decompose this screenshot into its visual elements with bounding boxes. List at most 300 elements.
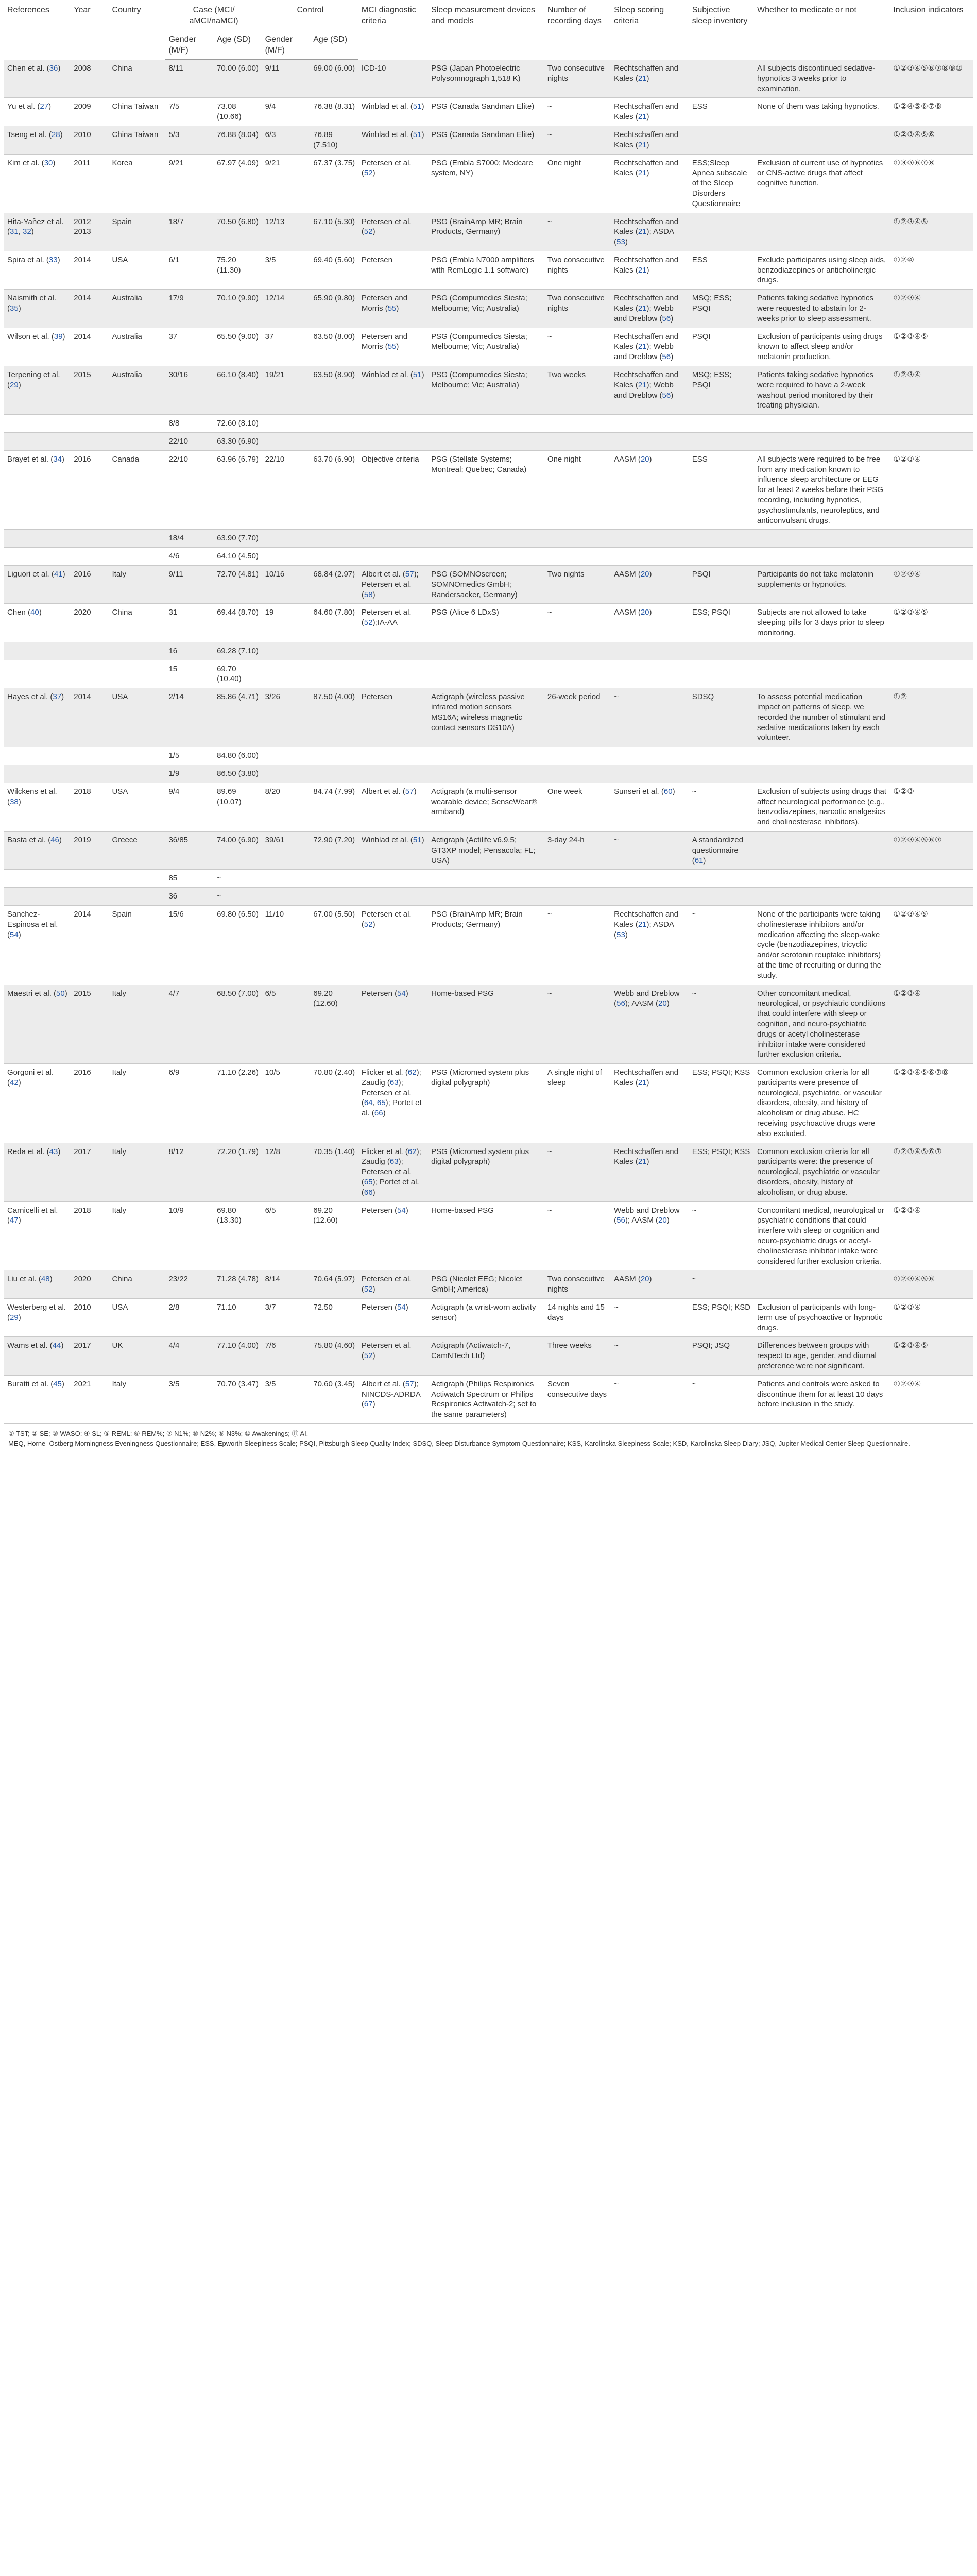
cell-medication — [754, 660, 890, 688]
cell-case-gender: 6/1 — [165, 251, 214, 289]
citation-link[interactable]: 20 — [640, 608, 649, 617]
cell-control-gender: 3/5 — [262, 251, 311, 289]
table-row — [4, 290, 973, 328]
citation-link[interactable]: 37 — [53, 692, 62, 702]
citation-link[interactable]: 45 — [53, 1379, 62, 1388]
citation-link[interactable]: 20 — [658, 999, 667, 1008]
cell-year: 2014 — [71, 290, 109, 328]
cell-year — [71, 548, 109, 566]
cell-reference — [4, 642, 71, 660]
citation-link[interactable]: 38 — [10, 797, 19, 806]
footnote-abbreviations: MEQ, Horne–Östberg Morningness Eveningness Questionnaire; ESS, Epworth Sleepiness Scale; PSQI, Pittsburgh Sleep Quality Index; SDSQ, Sleep Disturbance Symptom Questionnaire; KSS, Karolinska Sleepiness Scale; KSD, Karolinska Sleep Diary; JSQ, Jupiter Medical Center Sleep Questionnaire. — [8, 1439, 910, 1447]
cell-control-age: 69.20 (12.60) — [310, 985, 358, 1064]
cell-case-age: 69.80 (13.30) — [214, 1201, 262, 1270]
cell-case-gender: 85 — [165, 870, 214, 888]
cell-case-gender: 37 — [165, 328, 214, 366]
citation-link[interactable]: 21 — [638, 1157, 647, 1166]
cell-medication: Other concomitant medical, neurological, or psychiatric conditions that could interfere with sleep or cognition, and neuro-psychiatric drugs or acetyl cholinesterase inhibitor intake were considered further exclusion criteria. — [754, 985, 890, 1064]
citation-link[interactable]: 51 — [413, 835, 422, 844]
citation-link[interactable]: 36 — [49, 63, 58, 73]
cell-control-gender: 9/11 — [262, 60, 311, 98]
cell-year: 2014 — [71, 251, 109, 289]
cell-case-age: 71.28 (4.78) — [214, 1270, 262, 1299]
citation-link[interactable]: 54 — [397, 1206, 406, 1215]
cell-device: PSG (Canada Sandman Elite) — [428, 98, 544, 126]
citation-link[interactable]: 53 — [616, 930, 625, 939]
cell-scoring: Rechtschaffen and Kales (21); Webb and Dreblow (56) — [611, 366, 689, 415]
cell-medication: Common exclusion criteria for all participants were: the presence of neurological, psychiatric or vascular disorders, obesity, history of alcoholism, or drug abuse. — [754, 1143, 890, 1201]
table-row — [4, 783, 973, 831]
cell-device — [428, 660, 544, 688]
citation-link[interactable]: 52 — [364, 227, 373, 236]
cell-country: Italy — [109, 985, 166, 1064]
cell-medication — [754, 888, 890, 906]
cell-inventory: ESS;Sleep Apnea subscale of the Sleep Disorders Questionnaire — [689, 154, 754, 213]
cell-year: 2008 — [71, 60, 109, 98]
cell-control-gender: 6/5 — [262, 1201, 311, 1270]
citation-link[interactable]: 56 — [662, 314, 671, 323]
citation-link[interactable]: 48 — [41, 1275, 50, 1284]
cell-control-gender: 8/20 — [262, 783, 311, 831]
citation-link[interactable]: 20 — [640, 454, 649, 464]
cell-country: USA — [109, 251, 166, 289]
cell-reference: Reda et al. (43) — [4, 1143, 71, 1201]
citation-link[interactable]: 57 — [405, 787, 414, 796]
cell-medication: Patients taking sedative hypnotics were requested to abstain for 2-weeks prior to sleep assessment. — [754, 290, 890, 328]
cell-case-gender: 22/10 — [165, 433, 214, 451]
cell-control-gender: 12/14 — [262, 290, 311, 328]
citation-link[interactable]: 29 — [10, 380, 19, 389]
cell-scoring: Rechtschaffen and Kales (21); ASDA (53) — [611, 905, 689, 985]
citation-link[interactable]: 56 — [662, 391, 671, 400]
cell-case-gender: 4/4 — [165, 1337, 214, 1375]
cell-medication — [754, 870, 890, 888]
cell-recording-days — [544, 660, 611, 688]
cell-control-age: 75.80 (4.60) — [310, 1337, 358, 1375]
cell-device: Home-based PSG — [428, 985, 544, 1064]
cell-reference — [4, 888, 71, 906]
cell-device — [428, 548, 544, 566]
footnote-indicator-legend: ① TST; ② SE; ③ WASO; ④ SL; ⑤ REML; ⑥ REM%; ⑦ N1%; ⑧ N2%; ⑨ N3%; ⑩ Awakenings; ⑪ AI. — [8, 1430, 308, 1437]
citation-link[interactable]: 21 — [638, 304, 647, 313]
cell-control-gender: 11/10 — [262, 905, 311, 985]
citation-link[interactable]: 21 — [638, 920, 647, 929]
cell-year: 2016 — [71, 1064, 109, 1143]
cell-inventory — [689, 126, 754, 154]
header-case-age: Age (SD) — [214, 30, 262, 60]
citation-link[interactable]: 66 — [374, 1109, 383, 1118]
citation-link[interactable]: 39 — [54, 332, 63, 341]
cell-scoring: Webb and Dreblow (56); AASM (20) — [611, 1201, 689, 1270]
cell-country — [109, 870, 166, 888]
cell-country: China — [109, 604, 166, 642]
cell-inventory: ESS — [689, 98, 754, 126]
cell-medication: Exclude participants using sleep aids, benzodiazepines or anticholinergic drugs. — [754, 251, 890, 289]
cell-case-age: 65.50 (9.00) — [214, 328, 262, 366]
cell-scoring — [611, 415, 689, 433]
cell-case-age: 71.10 (2.26) — [214, 1064, 262, 1143]
cell-case-gender: 18/4 — [165, 530, 214, 548]
table-row — [4, 415, 973, 433]
cell-inventory: ESS; PSQI — [689, 604, 754, 642]
cell-device: PSG (BrainAmp MR; Brain Products, Germany) — [428, 213, 544, 251]
cell-country: Australia — [109, 366, 166, 415]
table-row — [4, 604, 973, 642]
cell-mci-criteria: Petersen and Morris (55) — [358, 290, 428, 328]
cell-medication — [754, 747, 890, 765]
cell-mci-criteria — [358, 642, 428, 660]
cell-mci-criteria — [358, 548, 428, 566]
citation-link[interactable]: 56 — [616, 999, 625, 1008]
header-indicators: Inclusion indicators — [893, 6, 964, 14]
cell-reference: Wilson et al. (39) — [4, 328, 71, 366]
citation-link[interactable]: 54 — [10, 930, 19, 939]
cell-scoring — [611, 530, 689, 548]
cell-indicators: ①②③④⑤⑥⑦ — [890, 1143, 973, 1201]
table-row — [4, 870, 973, 888]
table-row — [4, 688, 973, 747]
cell-case-age: 70.70 (3.47) — [214, 1375, 262, 1423]
table-row — [4, 530, 973, 548]
cell-case-gender: 9/4 — [165, 783, 214, 831]
cell-scoring: Rechtschaffen and Kales (21); ASDA (53) — [611, 213, 689, 251]
cell-case-gender: 22/10 — [165, 450, 214, 530]
cell-year: 2016 — [71, 450, 109, 530]
citation-link[interactable]: 58 — [364, 590, 373, 599]
citation-link[interactable]: 33 — [48, 255, 58, 264]
cell-indicators — [890, 530, 973, 548]
cell-country — [109, 548, 166, 566]
cell-recording-days: A single night of sleep — [544, 1064, 611, 1143]
cell-country — [109, 888, 166, 906]
citation-link[interactable]: 27 — [40, 102, 49, 111]
cell-case-gender: 15/6 — [165, 905, 214, 985]
cell-case-gender: 23/22 — [165, 1270, 214, 1299]
citation-link[interactable]: 67 — [364, 1400, 373, 1409]
header-recording-days: Number of recording days — [547, 6, 602, 26]
cell-mci-criteria: Petersen et al. (52) — [358, 1337, 428, 1375]
cell-control-gender — [262, 870, 311, 888]
table-row — [4, 1375, 973, 1423]
cell-device: Actigraph (Actilife v6.9.5; GT3XP model; Pensacola; FL; USA) — [428, 831, 544, 869]
cell-case-gender: 36/85 — [165, 831, 214, 869]
cell-scoring: Rechtschaffen and Kales (21); Webb and Dreblow (56) — [611, 290, 689, 328]
citation-link[interactable]: 21 — [638, 74, 647, 83]
cell-mci-criteria: Petersen (54) — [358, 1201, 428, 1270]
citation-link[interactable]: 52 — [364, 168, 373, 178]
cell-reference — [4, 548, 71, 566]
citation-link[interactable]: 28 — [51, 130, 60, 139]
cell-recording-days: Two consecutive nights — [544, 60, 611, 98]
cell-control-gender — [262, 530, 311, 548]
cell-medication: Exclusion of participants using drugs known to affect sleep and/or melatonin production. — [754, 328, 890, 366]
cell-device: Actigraph (Actiwatch-7, CamNTech Ltd) — [428, 1337, 544, 1375]
cell-inventory — [689, 548, 754, 566]
citation-link[interactable]: 21 — [638, 112, 647, 122]
cell-case-gender: 8/8 — [165, 415, 214, 433]
cell-device: PSG (Micromed system plus digital polygraph) — [428, 1143, 544, 1201]
cell-case-age: 84.80 (6.00) — [214, 747, 262, 765]
cell-reference — [4, 747, 71, 765]
cell-inventory — [689, 415, 754, 433]
cell-control-gender: 22/10 — [262, 450, 311, 530]
table-row — [4, 1064, 973, 1143]
cell-year: 2014 — [71, 328, 109, 366]
cell-case-gender: 31 — [165, 604, 214, 642]
citation-link[interactable]: 51 — [413, 130, 422, 139]
header-device: Sleep measurement devices and models — [431, 6, 535, 26]
cell-reference — [4, 433, 71, 451]
cell-case-gender: 16 — [165, 642, 214, 660]
cell-control-age: 76.38 (8.31) — [310, 98, 358, 126]
cell-device — [428, 765, 544, 783]
cell-case-age: 66.10 (8.40) — [214, 366, 262, 415]
cell-reference: Wams et al. (44) — [4, 1337, 71, 1375]
cell-device — [428, 642, 544, 660]
cell-control-age — [310, 433, 358, 451]
cell-inventory — [689, 870, 754, 888]
cell-case-age: 67.97 (4.09) — [214, 154, 262, 213]
cell-device: Actigraph (a multi-sensor wearable device; SenseWear® armband) — [428, 783, 544, 831]
cell-indicators: ①②③④ — [890, 1375, 973, 1423]
header-case-group: Case (MCI/ aMCI/naMCI) — [165, 1, 262, 30]
cell-scoring — [611, 747, 689, 765]
cell-year: 2014 — [71, 688, 109, 747]
cell-mci-criteria — [358, 530, 428, 548]
cell-medication: Exclusion of participants with long-term use of psychoactive or hypnotic drugs. — [754, 1299, 890, 1337]
citation-link[interactable]: 40 — [30, 608, 39, 617]
cell-case-age: 69.70 (10.40) — [214, 660, 262, 688]
cell-recording-days: ~ — [544, 604, 611, 642]
citation-link[interactable]: 62 — [407, 1147, 417, 1156]
cell-recording-days: ~ — [544, 1201, 611, 1270]
cell-mci-criteria: Albert et al. (57) — [358, 783, 428, 831]
cell-case-age: 72.70 (4.81) — [214, 566, 262, 604]
citation-link[interactable]: 44 — [52, 1341, 61, 1350]
table-row — [4, 566, 973, 604]
citation-link[interactable]: 21 — [638, 140, 647, 149]
cell-recording-days: Two consecutive nights — [544, 1270, 611, 1299]
citation-link[interactable]: 55 — [387, 342, 397, 351]
cell-indicators — [890, 747, 973, 765]
cell-recording-days: Two weeks — [544, 366, 611, 415]
cell-control-age — [310, 415, 358, 433]
citation-link[interactable]: 21 — [638, 380, 647, 389]
citation-link[interactable]: 52 — [364, 1351, 373, 1361]
citation-link[interactable]: 32 — [23, 227, 31, 236]
cell-inventory: ~ — [689, 1201, 754, 1270]
cell-scoring — [611, 642, 689, 660]
citation-link[interactable]: 51 — [413, 370, 422, 380]
cell-year: 2017 — [71, 1143, 109, 1201]
citation-link[interactable]: 66 — [364, 1188, 373, 1197]
citation-link[interactable]: 53 — [616, 238, 625, 247]
cell-case-gender: 6/9 — [165, 1064, 214, 1143]
cell-medication: To assess potential medication impact on patterns of sleep, we recorded the number of stimulant and sedative medications taken by each volunteer. — [754, 688, 890, 747]
citation-link[interactable]: 41 — [54, 570, 63, 579]
cell-case-age: 71.10 — [214, 1299, 262, 1337]
citation-link[interactable]: 42 — [10, 1078, 19, 1087]
citation-link[interactable]: 35 — [10, 304, 19, 313]
cell-control-gender: 19 — [262, 604, 311, 642]
cell-reference: Liu et al. (48) — [4, 1270, 71, 1299]
citation-link[interactable]: 65 — [364, 1178, 373, 1187]
cell-mci-criteria: Petersen — [358, 688, 428, 747]
cell-control-age — [310, 530, 358, 548]
cell-case-gender: 2/8 — [165, 1299, 214, 1337]
citation-link[interactable]: 47 — [10, 1216, 19, 1225]
citation-link[interactable]: 34 — [53, 454, 62, 464]
cell-year: 2015 — [71, 366, 109, 415]
cell-year — [71, 642, 109, 660]
cell-control-gender — [262, 747, 311, 765]
citation-link[interactable]: 62 — [407, 1068, 417, 1077]
cell-medication — [754, 433, 890, 451]
citation-link[interactable]: 20 — [658, 1216, 667, 1225]
cell-country: Australia — [109, 328, 166, 366]
citation-link[interactable]: 52 — [364, 1285, 373, 1294]
cell-mci-criteria — [358, 765, 428, 783]
citation-link[interactable]: 61 — [694, 856, 704, 865]
cell-year — [71, 765, 109, 783]
cell-control-gender: 6/3 — [262, 126, 311, 154]
cell-device: Home-based PSG — [428, 1201, 544, 1270]
cell-medication: Patients and controls were asked to discontinue them for at least 10 days before inclusion in the study. — [754, 1375, 890, 1423]
cell-country: Australia — [109, 290, 166, 328]
cell-recording-days — [544, 642, 611, 660]
citation-link[interactable]: 21 — [638, 265, 647, 275]
cell-country: China — [109, 1270, 166, 1299]
citation-link[interactable]: 29 — [10, 1313, 19, 1322]
cell-case-age: 86.50 (3.80) — [214, 765, 262, 783]
citation-link[interactable]: 43 — [49, 1147, 58, 1156]
cell-medication: Differences between groups with respect to age, gender, and diurnal preference were not significant. — [754, 1337, 890, 1375]
citation-link[interactable]: 57 — [405, 570, 414, 579]
cell-medication: Participants do not take melatonin supplements or hypnotics. — [754, 566, 890, 604]
cell-mci-criteria: Flicker et al. (62); Zaudig (63); Petersen et al. (64, 65); Portet et al. (66) — [358, 1064, 428, 1143]
table-row — [4, 251, 973, 289]
cell-case-gender: 18/7 — [165, 213, 214, 251]
cell-indicators: ①②③④⑤ — [890, 328, 973, 366]
cell-medication: Exclusion of current use of hypnotics or CNS-active drugs that affect cognitive function. — [754, 154, 890, 213]
cell-inventory: ~ — [689, 1270, 754, 1299]
cell-case-gender: 15 — [165, 660, 214, 688]
cell-year — [71, 888, 109, 906]
cell-reference: Maestri et al. (50) — [4, 985, 71, 1064]
cell-indicators — [890, 642, 973, 660]
cell-mci-criteria: Petersen et al. (52);IA-AA — [358, 604, 428, 642]
cell-control-gender: 9/4 — [262, 98, 311, 126]
citation-link[interactable]: 63 — [389, 1157, 399, 1166]
cell-control-age — [310, 888, 358, 906]
citation-link[interactable]: 21 — [638, 227, 647, 236]
citation-link[interactable]: 21 — [638, 1078, 647, 1087]
citation-link[interactable]: 54 — [397, 989, 406, 998]
citation-link[interactable]: 55 — [387, 304, 397, 313]
citation-link[interactable]: 65 — [376, 1098, 386, 1108]
cell-year: 2011 — [71, 154, 109, 213]
cell-device: PSG (Compumedics Siesta; Melbourne; Vic; Australia) — [428, 290, 544, 328]
cell-scoring: Rechtschaffen and Kales (21) — [611, 154, 689, 213]
cell-scoring: ~ — [611, 688, 689, 747]
cell-case-age: 89.69 (10.07) — [214, 783, 262, 831]
cell-reference: Terpening et al. (29) — [4, 366, 71, 415]
cell-control-age: 63.50 (8.90) — [310, 366, 358, 415]
citation-link[interactable]: 56 — [662, 352, 671, 362]
cell-indicators: ①②③④ — [890, 985, 973, 1064]
cell-scoring: Webb and Dreblow (56); AASM (20) — [611, 985, 689, 1064]
cell-device: Actigraph (a wrist-worn activity sensor) — [428, 1299, 544, 1337]
cell-indicators — [890, 433, 973, 451]
cell-inventory: ESS — [689, 450, 754, 530]
cell-country: China Taiwan — [109, 98, 166, 126]
cell-year: 2012 2013 — [71, 213, 109, 251]
cell-year — [71, 660, 109, 688]
header-year: Year — [74, 6, 91, 14]
citation-link[interactable]: 56 — [616, 1216, 625, 1225]
cell-indicators: ①③⑤⑥⑦⑧ — [890, 154, 973, 213]
citation-link[interactable]: 20 — [640, 570, 649, 579]
cell-control-gender: 7/6 — [262, 1337, 311, 1375]
citation-link[interactable]: 52 — [364, 618, 373, 628]
cell-reference: Naismith et al. (35) — [4, 290, 71, 328]
cell-country: Italy — [109, 1064, 166, 1143]
citation-link[interactable]: 63 — [389, 1078, 399, 1087]
citation-link[interactable]: 50 — [56, 989, 65, 998]
cell-country — [109, 660, 166, 688]
citation-link[interactable]: 57 — [405, 1379, 414, 1388]
table-row — [4, 1299, 973, 1337]
cell-reference: Yu et al. (27) — [4, 98, 71, 126]
table-row — [4, 765, 973, 783]
cell-scoring: AASM (20) — [611, 566, 689, 604]
cell-case-age: 64.10 (4.50) — [214, 548, 262, 566]
citation-link[interactable]: 52 — [364, 920, 373, 929]
citation-link[interactable]: 60 — [663, 787, 673, 796]
cell-case-age: 63.30 (6.90) — [214, 433, 262, 451]
cell-control-age: 64.60 (7.80) — [310, 604, 358, 642]
cell-control-age: 70.80 (2.40) — [310, 1064, 358, 1143]
cell-country: Spain — [109, 213, 166, 251]
cell-country: Italy — [109, 1143, 166, 1201]
citation-link[interactable]: 64 — [364, 1098, 373, 1108]
cell-year — [71, 433, 109, 451]
cell-recording-days: One night — [544, 450, 611, 530]
cell-country: Korea — [109, 154, 166, 213]
cell-mci-criteria — [358, 747, 428, 765]
citation-link[interactable]: 51 — [413, 102, 422, 111]
citation-link[interactable]: 46 — [50, 835, 59, 844]
citation-link[interactable]: 20 — [640, 1275, 649, 1284]
cell-inventory — [689, 888, 754, 906]
cell-scoring: ~ — [611, 1299, 689, 1337]
cell-country: Canada — [109, 450, 166, 530]
cell-country: USA — [109, 688, 166, 747]
cell-control-gender: 39/61 — [262, 831, 311, 869]
citation-link[interactable]: 30 — [44, 158, 53, 167]
citation-link[interactable]: 21 — [638, 342, 647, 351]
cell-reference: Westerberg et al. (29) — [4, 1299, 71, 1337]
cell-case-age: 74.00 (6.90) — [214, 831, 262, 869]
citation-link[interactable]: 54 — [397, 1303, 406, 1312]
cell-inventory — [689, 60, 754, 98]
citation-link[interactable]: 31 — [10, 227, 19, 236]
cell-control-age: 67.37 (3.75) — [310, 154, 358, 213]
cell-mci-criteria: Objective criteria — [358, 450, 428, 530]
cell-scoring: ~ — [611, 831, 689, 869]
cell-year: 2014 — [71, 905, 109, 985]
citation-link[interactable]: 21 — [638, 168, 647, 178]
